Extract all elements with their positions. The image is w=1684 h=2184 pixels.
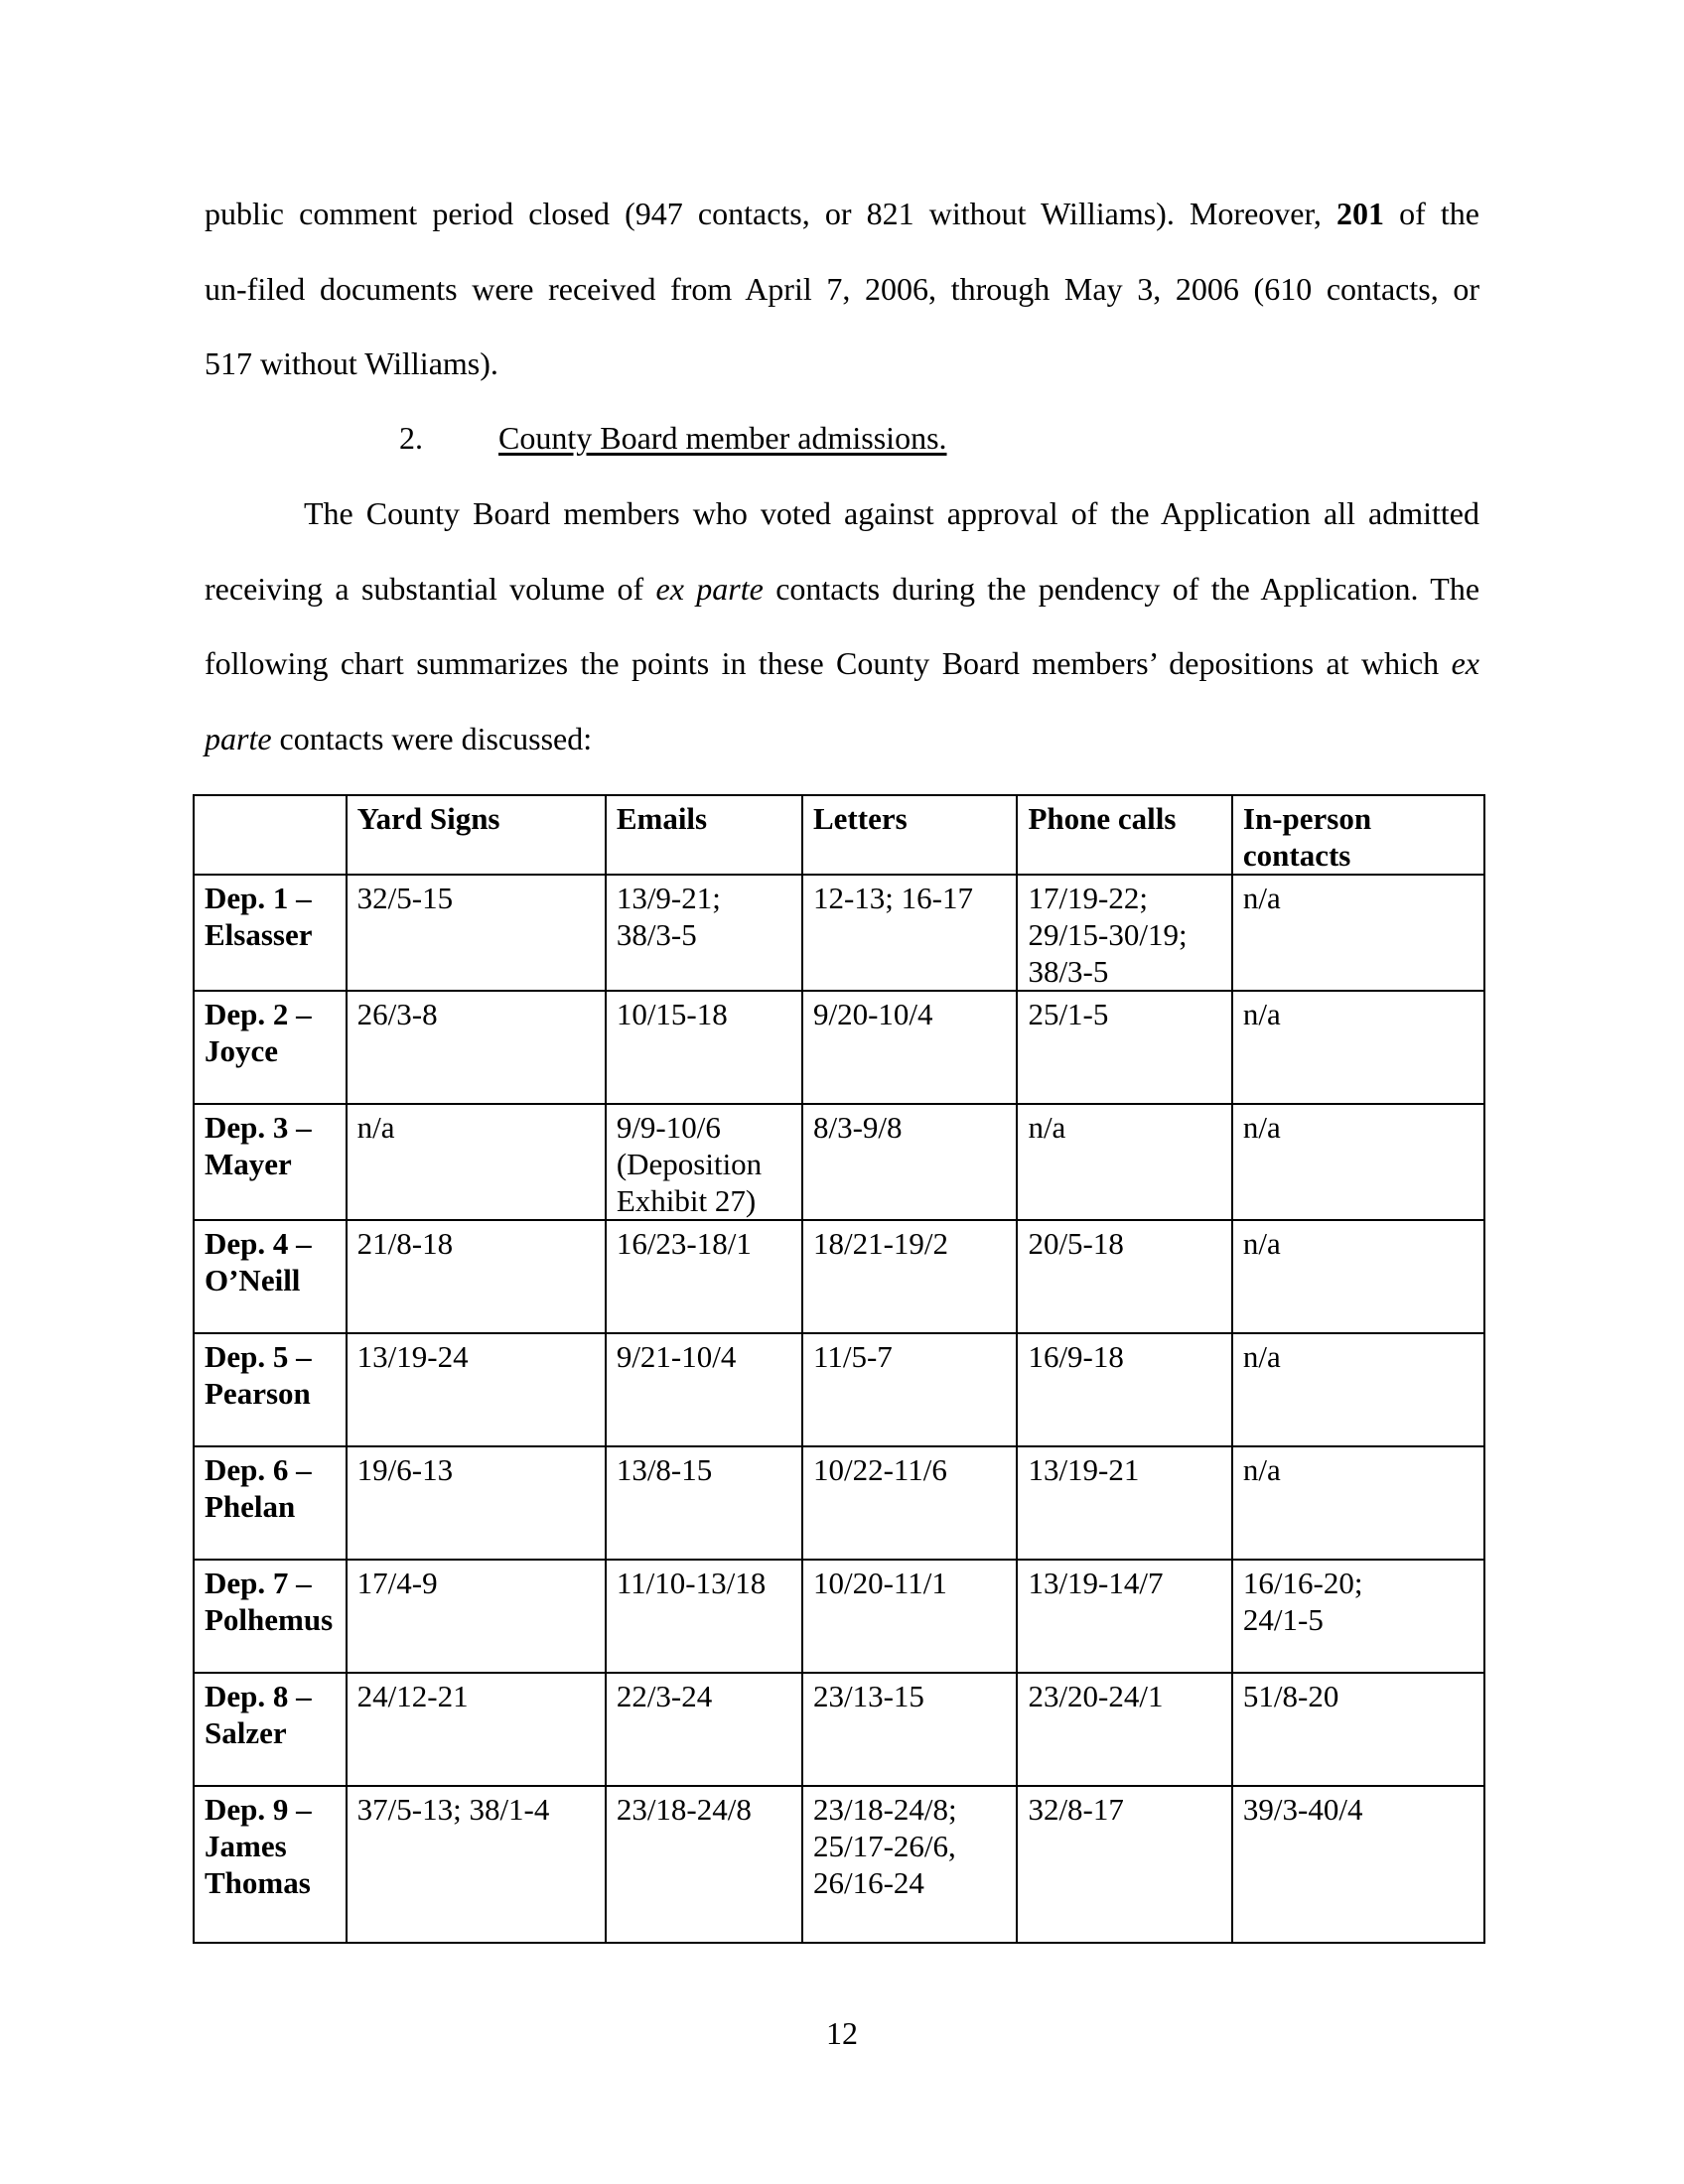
- table-row: [194, 1786, 1484, 1943]
- cell-citation-line: 23/20-24/1: [1028, 1679, 1164, 1713]
- cell-citation-line: n/a: [1242, 997, 1281, 1031]
- deponent-cell: [194, 1104, 347, 1220]
- header-phone-calls: Phone calls: [1017, 795, 1231, 875]
- table-row: [194, 875, 1484, 991]
- cell-phone-calls: [1017, 1446, 1231, 1560]
- table-row: [194, 1333, 1484, 1446]
- cell-emails: [606, 991, 802, 1104]
- page-number: 12: [826, 2015, 858, 2051]
- cell-citation-line: 25/17-26/6,: [812, 1829, 956, 1863]
- deponent-label-line: James: [205, 1829, 287, 1863]
- deponent-label-line: Dep. 8 –: [205, 1679, 312, 1713]
- cell-emails: [606, 1333, 802, 1446]
- paragraph-line: public comment period closed (947 contacts, or 821 without Williams). Moreover, 201 of the: [205, 196, 1480, 231]
- paragraph-line: 517 without Williams).: [205, 345, 498, 381]
- cell-yard-signs: [347, 1786, 606, 1943]
- deponent-label-line: Polhemus: [205, 1602, 334, 1637]
- cell-citation-line: n/a: [1242, 1452, 1281, 1487]
- deponent-label-line: Dep. 6 –: [205, 1452, 312, 1487]
- deponent-label-line: Dep. 2 –: [205, 997, 312, 1031]
- table-row: [194, 1104, 1484, 1220]
- cell-citation-line: 11/5-7: [812, 1339, 893, 1374]
- cell-citation-line: 17/19-22;: [1028, 881, 1148, 915]
- cell-in-person-contacts: [1232, 1333, 1484, 1446]
- cell-citation-line: 37/5-13; 38/1-4: [356, 1792, 550, 1827]
- deponent-label-line: Joyce: [205, 1033, 279, 1068]
- cell-citation-line: 25/1-5: [1028, 997, 1109, 1031]
- cell-letters: [802, 1104, 1017, 1220]
- ex-parte-contacts-table: [193, 794, 1485, 1944]
- cell-letters: [802, 1673, 1017, 1786]
- cell-citation-line: 18/21-19/2: [812, 1226, 949, 1261]
- deponent-label-line: Salzer: [205, 1715, 287, 1750]
- cell-yard-signs: [347, 1104, 606, 1220]
- cell-citation-line: 16/23-18/1: [616, 1226, 752, 1261]
- cell-yard-signs: [347, 1220, 606, 1333]
- deponent-label-line: O’Neill: [205, 1263, 301, 1297]
- cell-citation-line: 17/4-9: [356, 1566, 438, 1600]
- header-in-person-contacts: In-person contacts: [1232, 795, 1484, 875]
- deponent-label-line: Dep. 9 –: [205, 1792, 312, 1827]
- deponent-label-line: Dep. 1 –: [205, 881, 312, 915]
- cell-letters: [802, 1220, 1017, 1333]
- cell-citation-line: 16/16-20;: [1242, 1566, 1363, 1600]
- table-row: [194, 1673, 1484, 1786]
- cell-in-person-contacts: [1232, 875, 1484, 991]
- header-cell-empty: [194, 795, 347, 875]
- table-row: [194, 1446, 1484, 1560]
- cell-citation-line: 32/8-17: [1028, 1792, 1124, 1827]
- cell-in-person-contacts: [1232, 1104, 1484, 1220]
- cell-citation-line: 9/20-10/4: [812, 997, 933, 1031]
- cell-citation-line: 51/8-20: [1242, 1679, 1339, 1713]
- paragraph-line: un-filed documents were received from April 7, 2006, through May 3, 2006 (610 contacts, or: [205, 270, 1479, 307]
- cell-phone-calls: [1017, 875, 1231, 991]
- cell-phone-calls: [1017, 991, 1231, 1104]
- cell-phone-calls: [1017, 1333, 1231, 1446]
- cell-citation-line: 13/19-14/7: [1028, 1566, 1164, 1600]
- cell-citation-line: 29/15-30/19;: [1028, 917, 1188, 952]
- cell-citation-line: 8/3-9/8: [812, 1110, 903, 1145]
- paragraph-line: receiving a substantial volume of ex parte contacts during the pendency of the Application. The: [205, 570, 1480, 607]
- cell-citation-line: 24/1-5: [1242, 1602, 1324, 1637]
- cell-citation-line: 12-13; 16-17: [812, 881, 973, 915]
- cell-emails: [606, 1220, 802, 1333]
- section-heading: [399, 401, 947, 476]
- cell-yard-signs: [347, 991, 606, 1104]
- cell-citation-line: (Deposition: [616, 1147, 763, 1181]
- header-emails: Emails: [606, 795, 802, 875]
- cell-yard-signs: [347, 1333, 606, 1446]
- paragraph-line: The County Board members who voted against approval of the Application all admitted: [304, 495, 1479, 531]
- cell-emails: [606, 1560, 802, 1673]
- cell-citation-line: 9/9-10/6: [616, 1110, 721, 1145]
- cell-citation-line: 10/15-18: [616, 997, 728, 1031]
- cell-citation-line: 13/19-21: [1028, 1452, 1140, 1487]
- cell-in-person-contacts: [1232, 1220, 1484, 1333]
- bold-count: 201: [1335, 196, 1384, 231]
- cell-letters: [802, 1786, 1017, 1943]
- cell-citation-line: 13/8-15: [616, 1452, 713, 1487]
- cell-citation-line: 26/3-8: [356, 997, 438, 1031]
- deponent-cell: [194, 1333, 347, 1446]
- table-row: [194, 991, 1484, 1104]
- deponent-label-line: Phelan: [205, 1489, 296, 1524]
- cell-in-person-contacts: [1232, 991, 1484, 1104]
- cell-emails: [606, 1786, 802, 1943]
- cell-citation-line: 9/21-10/4: [616, 1339, 737, 1374]
- cell-citation-line: 16/9-18: [1028, 1339, 1124, 1374]
- deponent-cell: [194, 1560, 347, 1673]
- header-yard-signs: Yard Signs: [347, 795, 606, 875]
- cell-citation-line: n/a: [1242, 1226, 1281, 1261]
- deponent-cell: [194, 875, 347, 991]
- cell-emails: [606, 1673, 802, 1786]
- paragraph-admissions: [205, 477, 1479, 776]
- cell-letters: [802, 1446, 1017, 1560]
- cell-letters: [802, 875, 1017, 991]
- deponent-cell: [194, 1220, 347, 1333]
- deponent-label-line: Elsasser: [205, 917, 313, 952]
- deponent-label-line: Dep. 5 –: [205, 1339, 312, 1374]
- cell-phone-calls: [1017, 1673, 1231, 1786]
- cell-citation-line: 23/18-24/8;: [812, 1792, 957, 1827]
- cell-citation-line: 26/16-24: [812, 1865, 924, 1900]
- cell-yard-signs: [347, 1560, 606, 1673]
- cell-citation-line: 39/3-40/4: [1242, 1792, 1363, 1827]
- cell-citation-line: n/a: [1242, 881, 1281, 915]
- deponent-label-line: Dep. 4 –: [205, 1226, 312, 1261]
- cell-citation-line: n/a: [1028, 1110, 1066, 1145]
- cell-citation-line: 24/12-21: [356, 1679, 469, 1713]
- cell-letters: [802, 991, 1017, 1104]
- cell-citation-line: 32/5-15: [356, 881, 454, 915]
- deponent-label-line: Pearson: [205, 1376, 311, 1411]
- cell-citation-line: 19/6-13: [356, 1452, 454, 1487]
- cell-citation-line: Exhibit 27): [616, 1183, 757, 1218]
- section-number: 2.: [399, 420, 423, 456]
- table-row: [194, 1220, 1484, 1333]
- cell-citation-line: n/a: [356, 1110, 395, 1145]
- cell-citation-line: 20/5-18: [1028, 1226, 1124, 1261]
- cell-phone-calls: [1017, 1560, 1231, 1673]
- cell-citation-line: 10/20-11/1: [812, 1566, 947, 1600]
- deponent-label-line: Dep. 3 –: [205, 1110, 312, 1145]
- paragraph-public-comment: [205, 177, 1479, 402]
- cell-citation-line: n/a: [1242, 1339, 1281, 1374]
- cell-citation-line: n/a: [1242, 1110, 1281, 1145]
- cell-yard-signs: [347, 1446, 606, 1560]
- cell-in-person-contacts: [1232, 1786, 1484, 1943]
- cell-citation-line: 38/3-5: [1028, 954, 1109, 989]
- cell-in-person-contacts: [1232, 1673, 1484, 1786]
- cell-citation-line: 38/3-5: [616, 917, 697, 952]
- cell-phone-calls: [1017, 1104, 1231, 1220]
- cell-yard-signs: [347, 1673, 606, 1786]
- header-letters: Letters: [802, 795, 1017, 875]
- cell-phone-calls: [1017, 1220, 1231, 1333]
- deponent-cell: [194, 991, 347, 1104]
- paragraph-line: following chart summarizes the points in these County Board members’ depositions at which ex: [205, 645, 1479, 681]
- deponent-label-line: Dep. 7 –: [205, 1566, 312, 1600]
- cell-in-person-contacts: [1232, 1560, 1484, 1673]
- cell-in-person-contacts: [1232, 1446, 1484, 1560]
- cell-citation-line: 21/8-18: [356, 1226, 454, 1261]
- cell-citation-line: 23/13-15: [812, 1679, 924, 1713]
- cell-citation-line: 13/19-24: [356, 1339, 469, 1374]
- section-title: County Board member admissions.: [498, 420, 947, 456]
- deponent-cell: [194, 1446, 347, 1560]
- paragraph-line: parte contacts were discussed:: [205, 720, 593, 756]
- cell-emails: [606, 1104, 802, 1220]
- deponent-cell: [194, 1786, 347, 1943]
- cell-citation-line: 10/22-11/6: [812, 1452, 947, 1487]
- cell-letters: [802, 1333, 1017, 1446]
- cell-citation-line: 11/10-13/18: [616, 1566, 767, 1600]
- table-header-row: [194, 795, 1484, 875]
- cell-letters: [802, 1560, 1017, 1673]
- cell-yard-signs: [347, 875, 606, 991]
- cell-citation-line: 22/3-24: [616, 1679, 713, 1713]
- table-row: [194, 1560, 1484, 1673]
- deponent-label-line: Thomas: [205, 1865, 311, 1900]
- cell-emails: [606, 1446, 802, 1560]
- deponent-label-line: Mayer: [205, 1147, 292, 1181]
- cell-emails: [606, 875, 802, 991]
- cell-citation-line: 23/18-24/8: [616, 1792, 752, 1827]
- cell-citation-line: 13/9-21;: [616, 881, 721, 915]
- table-body: [194, 875, 1484, 1943]
- deponent-cell: [194, 1673, 347, 1786]
- cell-phone-calls: [1017, 1786, 1231, 1943]
